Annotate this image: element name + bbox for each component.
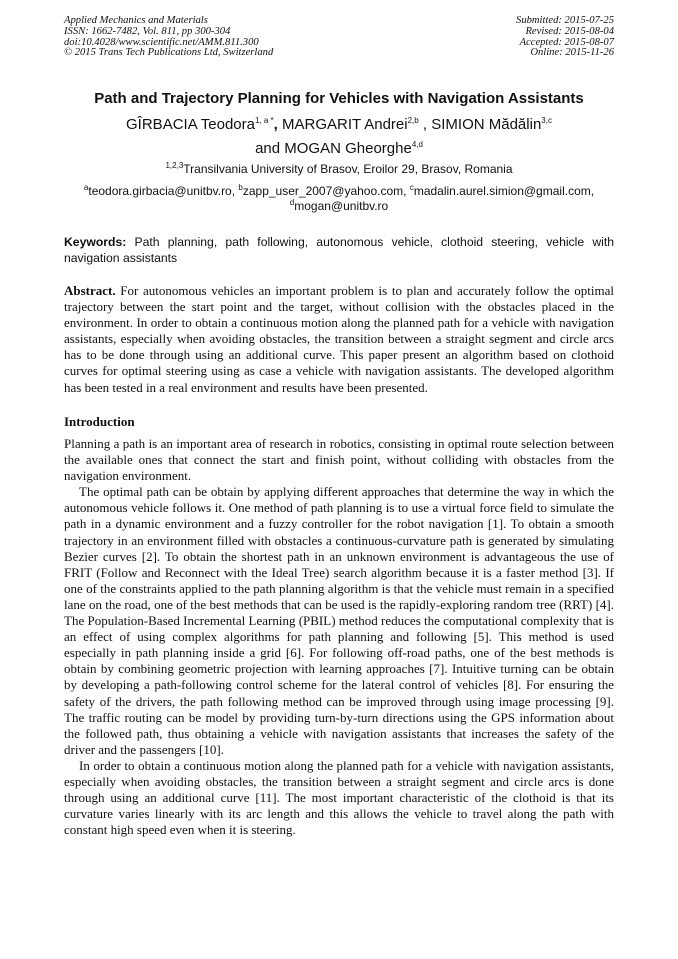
date-revised: Revised: 2015-08-04	[525, 25, 614, 37]
author-mogan-sup: 4,d	[411, 140, 423, 149]
email-sup: a	[83, 183, 89, 192]
affiliation-text: Transilvania University of Brasov, Eroilor 29, Brasov, Romania	[183, 162, 513, 176]
introduction-body	[64, 436, 614, 838]
keywords-text: Path planning, path following, autonomous vehicle, clothoid steering, vehicle with navigation assistants	[64, 235, 614, 265]
abstract-label: Abstract.	[64, 283, 116, 298]
author-line-2	[40, 137, 638, 161]
section-heading-introduction: Introduction	[64, 414, 135, 429]
affiliation	[40, 162, 638, 176]
date-online: Online: 2015-11-26	[530, 47, 614, 59]
paragraph: In order to obtain a continuous motion along the planned path for a vehicle with navigation assistants, especially when avoiding obstacles, the transition between a straight segment and circle arcs is done through using an additional curve [11]. The most important characteristic of the clothoid is that its curvature varies linearly with its arc length and this allows the vehicle to travel along the path with constant high speed even when it is steering.	[64, 757, 614, 838]
abstract-text: For autonomous vehicles an important problem is to plan and accurately follow the optimal trajectory between the start point and the target, without collision with the obstacles placed in the environment. In order to obtain a continuous motion along the planned path for a vehicle with navigation assistants, especially when avoiding obstacles, the transition between a straight segment and circle arcs has to be done through using an additional curve. This paper present an algorithm based on clothoid curves for optimal steering using as case a vehicle with navigation assistants. The developed algorithm has been tested in a real environment and results have been presented.	[64, 283, 614, 395]
abstract	[64, 283, 614, 396]
affiliation-sup: 1,2,3	[165, 161, 184, 170]
email-link[interactable]: madalin.aurel.simion@gmail.com,	[413, 184, 595, 198]
author-list	[40, 113, 638, 161]
keywords-label: Keywords:	[64, 235, 127, 249]
author-mogan: and MOGAN Gheorghe	[255, 140, 412, 157]
journal-copyright: © 2015 Trans Tech Publications Ltd, Switzerland	[64, 47, 274, 59]
author-girbacia-sup: 1, a *	[254, 116, 274, 125]
date-submitted: Submitted: 2015-07-25	[516, 15, 614, 26]
keywords	[64, 235, 614, 266]
journal-info	[64, 16, 273, 59]
author-simion: SIMION Mădălin	[431, 116, 542, 133]
author-girbacia: GÎRBACIA Teodora	[126, 116, 255, 133]
email-link[interactable]: zapp_user_2007@yahoo.com,	[242, 184, 410, 198]
journal-name: Applied Mechanics and Materials	[64, 15, 208, 26]
author-separator: ,	[418, 116, 432, 133]
email-sup: b	[238, 183, 243, 192]
paper-title: Path and Trajectory Planning for Vehicles with Navigation Assistants	[94, 90, 584, 107]
journal-issn: ISSN: 1662-7482, Vol. 811, pp 300-304	[64, 25, 231, 37]
paragraph: Planning a path is an important area of research in robotics, consisting in optimal route selection between the available ones that connect the start and finish point, without colliding with obstacles from the navigation environment.	[64, 436, 614, 484]
email-sup: d	[289, 198, 295, 207]
email-sup: c	[409, 183, 414, 192]
journal-doi[interactable]: doi:10.4028/www.scientific.net/AMM.811.300	[64, 36, 259, 48]
paragraph: The optimal path can be obtain by applying different approaches that determine the way in which the autonomous vehicle follows it. One method of path planning is to use a virtual force field to simulate the path in a dynamic environment and a fuzzy controller for the robot navigation [1]. To obtain a smooth trajectory in an environment filled with obstacles a continuous-curvature path is generated by simulating Bezier curves [2]. To obtain the shortest path in an unknown environment is advantageous the use of FRIT (Follow and Reconnect with the Ideal Tree) search algorithm because it is a faster method [3]. If one of the constraints applied to the path planning algorithm is that the vehicle must remain in a specified lane on the road, one of the best methods that can be used is the rapidly-exploring random tree (RRT) [4]. The Population-Based Incremental Learning (PBIL) method reduces the computational complexity that is an effect of using complex algorithms for path planning and following [5]. This method is used especially in path planning inside a grid [6]. For following off-road paths, one of the best methods is obtain by combining geometric projection with learning approaches [7]. Intuitive turning can be obtain by developing a path-following control scheme for the lateral control of vehicles [8]. For ensuring the safety of the drivers, the path following method can be improved through using image processing [9]. The traffic routing can be model by providing turn-by-turn directions using the GPS information about the followed path, thus obtaining a vehicle with navigation assistants that increases the safety of the driver and the passengers [10].	[64, 484, 614, 757]
date-accepted: Accepted: 2015-08-07	[519, 36, 614, 48]
author-margarit-sup: 2,b	[407, 116, 419, 125]
author-margarit: MARGARIT Andrei	[277, 116, 408, 133]
email-link[interactable]: mogan@unitbv.ro	[294, 199, 389, 213]
author-simion-sup: 3,c	[541, 116, 552, 125]
author-emails	[60, 184, 618, 214]
publication-dates	[516, 16, 614, 59]
author-separator: ,	[273, 116, 278, 133]
author-line-1	[40, 113, 638, 137]
email-link[interactable]: teodora.girbacia@unitbv.ro,	[88, 184, 239, 198]
